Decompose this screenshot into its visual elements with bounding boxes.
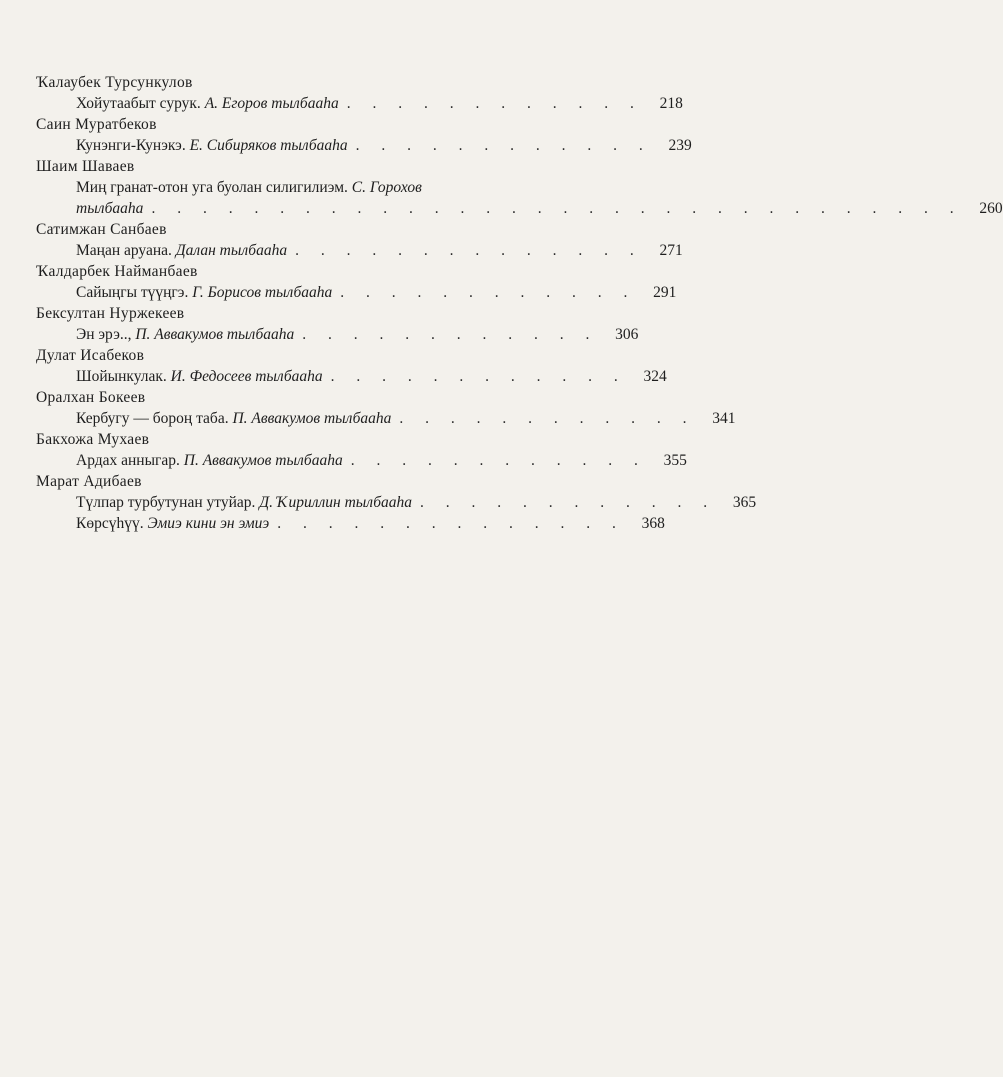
toc-entry: [36, 366, 667, 387]
toc-section: [36, 261, 677, 303]
toc-leader: . . . . . . . . . . . .: [302, 326, 599, 343]
toc-title: Көрсүһүү.: [76, 515, 144, 532]
toc-section: [36, 345, 667, 387]
toc-title: Шойынкулак.: [76, 368, 167, 385]
toc-title: Ардах анныгар.: [76, 452, 180, 469]
toc-section: [36, 156, 1003, 219]
toc-translator: Далан тылбааһа: [175, 242, 288, 259]
toc-title: Кунэнги-Кунэкэ.: [76, 137, 186, 154]
toc-page-number: 218: [659, 95, 683, 112]
toc-leader: . . . . . . . . . . . .: [330, 368, 627, 385]
toc-section: [36, 114, 692, 156]
toc-page-number: 306: [615, 326, 639, 343]
toc-page-number: 271: [659, 242, 683, 259]
toc-translator: Эмиэ кини эн эмиэ: [147, 515, 270, 532]
toc-section: [36, 219, 683, 261]
toc-title: Түлпар турбутунан утуйар.: [76, 494, 256, 511]
toc-entry: [36, 513, 665, 534]
toc-title: Миң гранат-отон уга буолан силигилиэм.: [76, 179, 348, 196]
toc-entry: [36, 282, 677, 303]
toc-translator: А. Егоров тылбааһа: [204, 95, 339, 112]
toc-section: [36, 471, 757, 534]
toc-author: Сатимжан Санбаев: [36, 221, 167, 238]
toc-entry: [36, 408, 736, 429]
toc-section: [36, 387, 736, 429]
toc-section: [36, 429, 687, 471]
toc-author: Дулат Исабеков: [36, 347, 145, 364]
toc-entry: [36, 135, 692, 156]
toc-author: Оралхан Бокеев: [36, 389, 146, 406]
toc-entry: [36, 324, 639, 345]
bleed-through-area: [40, 660, 620, 1020]
toc-page-number: 260: [979, 200, 1003, 217]
toc-title: Маңан аруана.: [76, 242, 172, 259]
toc-leader: . . . . . . . . . . . .: [350, 452, 647, 469]
toc-translator-continued: тылбааһа: [76, 200, 144, 217]
toc-author: Шаим Шаваев: [36, 158, 135, 175]
toc-page-number: 291: [653, 284, 677, 301]
table-of-contents: [36, 72, 1003, 534]
toc-page-number: 368: [641, 515, 665, 532]
toc-author: Саин Муратбеков: [36, 116, 157, 133]
toc-leader: . . . . . . . . . . . .: [355, 137, 652, 154]
toc-author: Ҡалаубек Турсункулов: [36, 74, 193, 91]
toc-author: Бакхожа Мухаев: [36, 431, 150, 448]
toc-author: Ҡалдарбек Найманбаев: [36, 263, 198, 280]
toc-entry: [36, 93, 683, 114]
toc-translator: Г. Борисов тылбааһа: [192, 284, 333, 301]
toc-title: Сайыңгы түүңгэ.: [76, 284, 189, 301]
toc-page-number: 355: [663, 452, 687, 469]
toc-entry: [36, 492, 757, 513]
toc-translator: С. Горохов: [351, 179, 422, 196]
toc-leader: . . . . . . . . . . . .: [399, 410, 696, 427]
toc-title: Хойутаабыт сурук.: [76, 95, 201, 112]
toc-page-number: 365: [732, 494, 757, 511]
toc-leader: . . . . . . . . . . . .: [340, 284, 637, 301]
toc-translator: П. Аввакумов тылбааһа: [135, 326, 295, 343]
toc-page-number: 239: [668, 137, 692, 154]
toc-leader: . . . . . . . . . . . . . .: [295, 242, 643, 259]
toc-section: [36, 303, 639, 345]
toc-author: Бексултан Нуржекеев: [36, 305, 185, 322]
toc-leader: . . . . . . . . . . . .: [346, 95, 643, 112]
toc-leader: . . . . . . . . . . . . . .: [277, 515, 625, 532]
toc-title: Кербугу — бороң таба.: [76, 410, 229, 427]
toc-leader: . . . . . . . . . . . . . . . . . . . . . . . . . . . . . . . .: [151, 200, 963, 217]
toc-page-number: 341: [712, 410, 736, 427]
toc-entry: [36, 450, 687, 471]
toc-title: Эн эрэ..,: [76, 326, 132, 343]
toc-translator: П. Аввакумов тылбааһа: [183, 452, 343, 469]
toc-section: [36, 72, 683, 114]
toc-page-number: 324: [643, 368, 667, 385]
toc-leader: . . . . . . . . . . . .: [420, 494, 717, 511]
toc-author: Марат Адибаев: [36, 473, 142, 490]
toc-translator: П. Аввакумов тылбааһа: [232, 410, 392, 427]
toc-entry: [36, 240, 683, 261]
toc-translator: И. Федосеев тылбааһа: [170, 368, 323, 385]
toc-entry: [36, 177, 1003, 219]
toc-translator: Д. Ҡириллин тылбааһа: [259, 494, 413, 511]
toc-translator: Е. Сибиряков тылбааһа: [189, 137, 348, 154]
